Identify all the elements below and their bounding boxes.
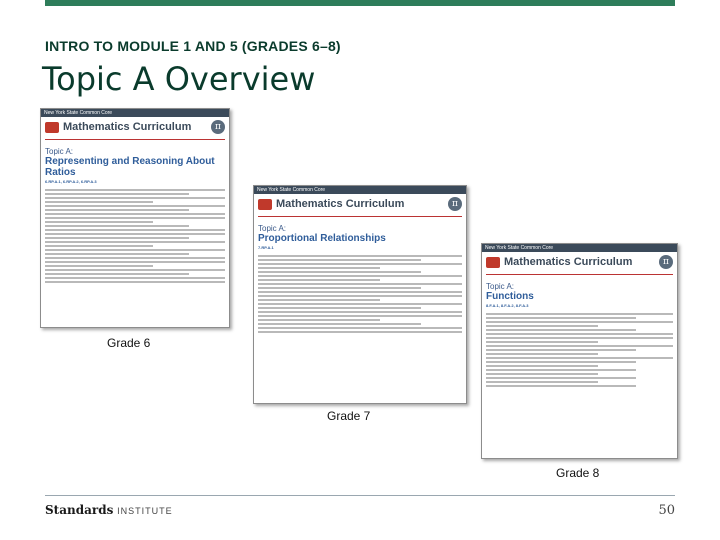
standards-institute-logo	[45, 503, 173, 517]
doc-rule	[486, 274, 673, 275]
footer-divider	[45, 495, 675, 496]
doc-header	[41, 117, 229, 137]
doc-topic-name: Representing and Reasoning About Ratios	[45, 156, 215, 178]
grade-7-document-thumbnail[interactable]	[253, 185, 467, 404]
nys-map-icon	[258, 199, 272, 210]
doc-standards: 6.RP.A.1, 6.RP.A.2, 6.RP.A.3	[45, 179, 97, 184]
nys-map-icon	[486, 257, 500, 268]
pi-icon: π	[211, 120, 225, 134]
doc-series-banner: New York State Common Core	[41, 109, 229, 117]
doc-header	[482, 252, 677, 272]
doc-standards: 7.RP.A.1	[258, 245, 274, 250]
doc-rule	[258, 216, 462, 217]
doc-body-text	[41, 185, 229, 287]
grade-8-document-thumbnail[interactable]	[481, 243, 678, 459]
nys-map-icon	[45, 122, 59, 133]
doc-standards: 8.F.A.1, 8.F.A.2, 8.F.A.3	[486, 303, 529, 308]
doc-topic-label: Topic A:	[258, 224, 287, 233]
grade-6-document-thumbnail[interactable]	[40, 108, 230, 328]
slide-kicker: INTRO TO MODULE 1 AND 5 (GRADES 6–8)	[45, 38, 341, 54]
grade-7-caption: Grade 7	[327, 409, 371, 423]
doc-topic-label: Topic A:	[486, 282, 515, 291]
doc-rule	[45, 139, 225, 140]
grade-6-caption: Grade 6	[107, 336, 151, 350]
doc-topic-name: Proportional Relationships	[258, 233, 386, 244]
page-number: 50	[658, 503, 675, 518]
doc-series-banner: New York State Common Core	[482, 244, 677, 252]
doc-body-text	[254, 251, 466, 337]
pi-icon: π	[659, 255, 673, 269]
grade-8-caption: Grade 8	[556, 466, 600, 480]
doc-topic-label: Topic A:	[45, 147, 74, 156]
top-accent-bar	[45, 0, 675, 6]
doc-heading: Mathematics Curriculum	[276, 198, 405, 210]
doc-heading: Mathematics Curriculum	[504, 256, 633, 268]
doc-topic-name: Functions	[486, 291, 534, 302]
doc-header	[254, 194, 466, 214]
doc-heading: Mathematics Curriculum	[63, 121, 192, 133]
slide-title: Topic A Overview	[42, 60, 316, 98]
brand-main: Standards	[45, 503, 114, 517]
doc-body-text	[482, 309, 677, 391]
doc-series-banner: New York State Common Core	[254, 186, 466, 194]
brand-sub: INSTITUTE	[117, 506, 173, 516]
pi-icon: π	[448, 197, 462, 211]
